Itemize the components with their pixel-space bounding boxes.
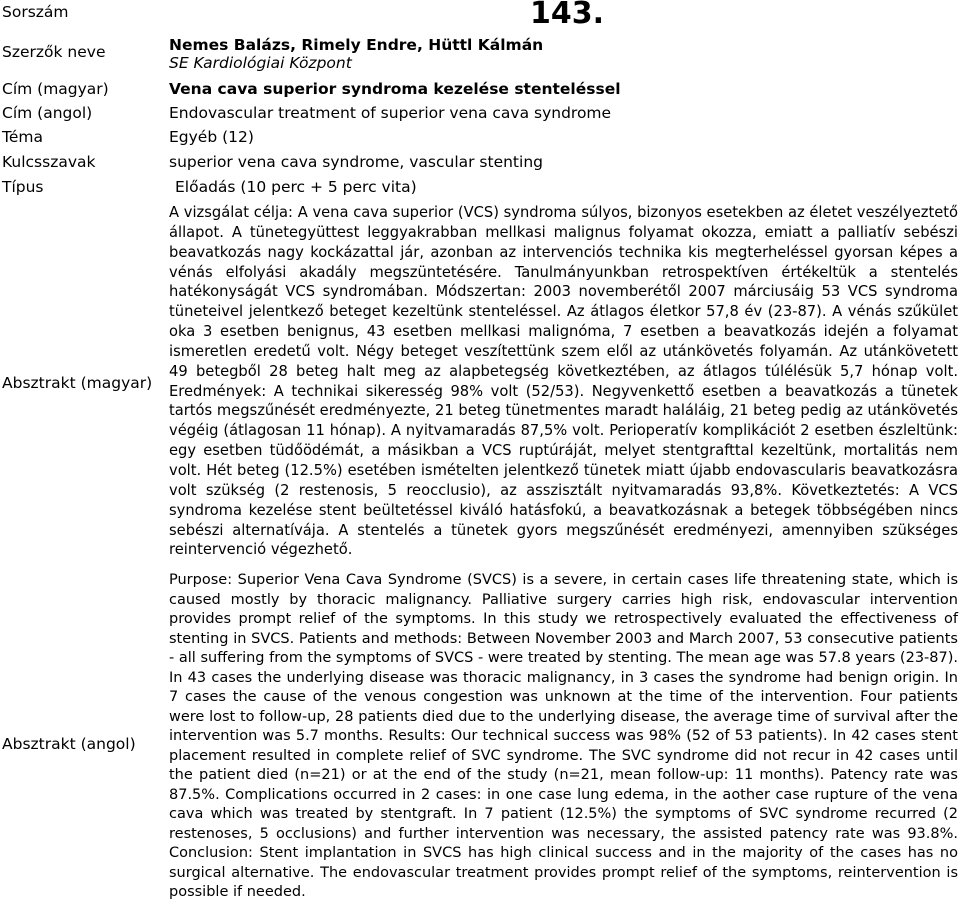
label-tema: Téma [2,128,43,146]
label-cim-angol: Cím (angol) [2,104,93,122]
record-number: 143. [530,0,605,31]
authors: Nemes Balázs, Rimely Endre, Hüttl Kálmán [169,36,544,54]
label-absztrakt-magyar: Absztrakt (magyar) [2,374,153,392]
presentation-type: Előadás (10 perc + 5 perc vita) [175,178,417,196]
topic: Egyéb (12) [169,128,254,146]
abstract-hungarian: A vizsgálat célja: A vena cava superior (VCS) syndroma súlyos, bizonyos esetekben az életet veszélyeztető állapot. A tünetegyüttest leggyakrabban mellkasi malignus folyamat okozza, emiatt a palliatív sebészi beavatkozás nagy kockázattal jár, azonban az intervenciós technika kis megterheléssel gyorsan képes a vénás elfolyási akadály megszüntetésére. Tanulmányunkban retrospektíven értékeltük a stentelés hatékonyságát VCS syndromában. Módszertan: 2003 novemberétől 2007 márciusáig 53 VCS syndroma tüneteivel jelentkező beteget kezeltünk stenteléssel. Az átlagos életkor 57,8 év (23-87). A vénás szűkület oka 3 esetben benignus, 43 esetben mellkasi malignóma, 7 esetben a beavatkozás idején a folyamat ismeretlen eredetű volt. Négy beteget veszítettünk szem elől az utánkövetés folyamán. Az utánkövetett 49 betegből 28 beteg halt meg az alapbetegség következtében, az átlagos túlélésük 5,7 hónap volt. Eredmények: A technikai sikeresség 98% volt (52/53). Negyvenkettő esetben a beavatkozás a tünetek tartós megszűnését eredményezte, 21 beteg tünetmentes maradt haláláig, 21 beteg pedig az utánkövetés végéig (átlagosan 11 hónap). A nyitvamaradás 87,5% volt. Perioperatív komplikációt 2 esetben észleltünk: egy esetben tüdőödémát, a másikban a VCS ruptúráját, melyet stentgrafttal kezeltünk, mortalitás nem volt. Hét beteg (12.5%) esetében ismételten jelentkező tünetek miatt újabb endovascularis beavatkozásra volt szükség (2 restenosis, 5 reocclusio), az asszisztált nyitvamaradás 93,8%. Következtetés: A VCS syndroma kezelése stent beültetéssel kiváló hatásfokú, a beavatkozásnak a betegek többségében nincs sebészi alternatívája. A stentelés a tünetek gyors megszűnését eredményezi, amennyiben szükséges reintervenció végezhető. [169,204,958,559]
institution: SE Kardiológiai Központ [169,54,352,72]
label-sorszam: Sorszám [2,3,69,21]
keywords: superior vena cava syndrome, vascular stenting [169,153,543,171]
abstract-english: Purpose: Superior Vena Cava Syndrome (SVCS) is a severe, in certain cases life threatening state, which is caused mostly by thoracic malignancy. Palliative surgery carries high risk, endovascular intervention provides prompt relief of the symptoms. In this study we retrospectively evaluated the effectiveness of stenting in SVCS. Patients and methods: Between November 2003 and March 2007, 53 consecutive patients - all suffering from the symptoms of SVCS - were treated by stenting. The mean age was 57.8 years (23-87). In 43 cases the underlying disease was thoracic malignancy, in 3 cases the syndrome had benign origin. In 7 cases the cause of the venous congestion was unknown at the time of the intervention. Four patients were lost to follow-up, 28 patients died due to the underlying disease, the average time of survival after the intervention was 5.7 months. Results: Our technical success was 98% (52 of 53 patients). In 42 cases stent placement resulted in complete relief of SVC syndrome. The SVC syndrome did not recur in 42 cases until the patient died (n=21) or at the end of the study (n=21, mean follow-up: 11 months). Patency rate was 87.5%. Complications occurred in 2 cases: in one case lung edema, in the aother case rupture of the vena cava which was treated by stentgraft. In 7 patient (12.5%) the symptoms of SVC syndrome recurred (2 restenoses, 5 occlusions) and further intervention was necessary, the assisted patency rate was 93.8%. Conclusion: Stent implantation in SVCS has high clinical success and in the majority of the cases has no surgical alternative. The endovascular treatment provides prompt relief of the symptoms, reintervention is possible if needed. [169,572,958,900]
label-szerzok: Szerzők neve [2,43,106,61]
title-hungarian: Vena cava superior syndroma kezelése stenteléssel [169,80,621,98]
label-kulcsszavak: Kulcsszavak [2,153,96,171]
label-cim-magyar: Cím (magyar) [2,80,109,98]
label-tipus: Típus [2,178,44,196]
title-english: Endovascular treatment of superior vena cava syndrome [169,104,612,122]
label-absztrakt-angol: Absztrakt (angol) [2,735,136,753]
